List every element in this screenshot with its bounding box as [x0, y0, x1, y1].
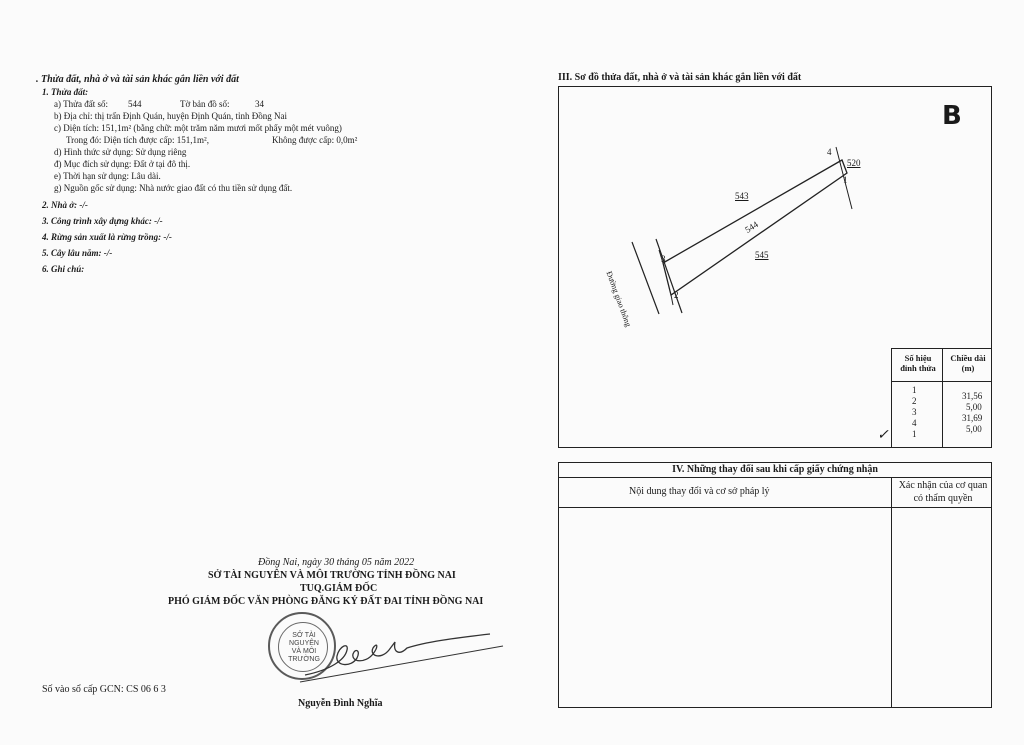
- map-sheet-value: 34: [255, 99, 264, 109]
- changes-title: IV. Những thay đổi sau khi cấp giấy chứng nhận: [559, 463, 991, 478]
- usage-purpose: đ) Mục đích sử dụng: Đất ở tại đô thị.: [54, 159, 191, 169]
- section-title: . Thửa đất, nhà ở và tài sản khác gắn liền với đất: [36, 74, 239, 85]
- north-arrow-icon: B: [942, 101, 962, 131]
- handwritten-mark: ✓: [877, 428, 889, 443]
- usage-origin: g) Nguồn gốc sử dụng: Nhà nước giao đất có thu tiền sử dụng đất.: [54, 183, 293, 193]
- table-cell-length: 5,00: [966, 424, 982, 434]
- area-line: c) Diện tích: 151,1m² (bằng chữ: một trăm năm mươi mốt phẩy một mét vuông): [54, 123, 342, 133]
- parcel-number-label: a) Thửa đất số:: [54, 99, 108, 109]
- edge-length-table: [891, 348, 992, 448]
- signer-name: Nguyễn Đình Nghĩa: [298, 698, 383, 709]
- changes-col-content: Nội dung thay đổi và cơ sở pháp lý: [629, 486, 770, 497]
- map-sheet-label: Tờ bản đồ số:: [180, 99, 230, 109]
- item3: 3. Công trình xây dựng khác: -/-: [42, 216, 163, 226]
- usage-term: e) Thời hạn sử dụng: Lâu dài.: [54, 171, 161, 181]
- handwritten-signature: [285, 620, 515, 695]
- parcel-number-value: 544: [128, 99, 142, 109]
- road-edge-right: [656, 239, 682, 313]
- date-line: Đồng Nai, ngày 30 tháng 05 năm 2022: [258, 557, 415, 568]
- item6: 6. Ghi chú:: [42, 264, 85, 274]
- address-line: b) Địa chỉ: thị trấn Định Quán, huyện Định Quán, tỉnh Đồng Nai: [54, 111, 287, 121]
- point-2: 2: [674, 290, 679, 300]
- registry-number: Số vào sổ cấp GCN: CS 06 6 3: [42, 684, 166, 695]
- point-1: 1: [843, 175, 848, 185]
- table-header-length: Chiều dài (m): [950, 353, 986, 373]
- table-row: 1: [912, 385, 917, 395]
- parcel-label-544: 544: [743, 219, 760, 235]
- signer-position: PHÓ GIÁM ĐỐC VĂN PHÒNG ĐĂNG KÝ ĐẤT ĐAI TỈNH ĐỒNG NAI: [168, 596, 484, 607]
- issuing-org: SỞ TÀI NGUYÊN VÀ MÔI TRƯỜNG TỈNH ĐỒNG NAI: [208, 570, 456, 581]
- item4: 4. Rừng sản xuất là rừng trồng: -/-: [42, 232, 172, 242]
- area-granted: Trong đó: Diện tích được cấp: 151,1m²,: [66, 135, 209, 145]
- neighbor-520: 520: [847, 158, 861, 168]
- item2: 2. Nhà ở: -/-: [42, 200, 88, 210]
- diagram-title: III. Sơ đồ thửa đất, nhà ở và tài sản khác gắn liền với đất: [558, 72, 802, 83]
- table-cell-length: 31,56: [962, 391, 983, 401]
- table-row: 3: [912, 407, 917, 417]
- point-4: 4: [827, 147, 832, 157]
- table-header-vertex: Số hiệu đỉnh thửa: [900, 353, 936, 373]
- item5: 5. Cây lâu năm: -/-: [42, 248, 113, 258]
- changes-col-confirmation: Xác nhận của cơ quan có thẩm quyền: [898, 480, 988, 504]
- road-edge-left: [632, 242, 659, 314]
- area-not-granted: Không được cấp: 0,0m²: [272, 135, 358, 145]
- changes-table: [558, 462, 992, 708]
- tuq-line: TUQ.GIÁM ĐỐC: [300, 583, 378, 594]
- table-row: 1: [912, 429, 917, 439]
- point-3: 3: [661, 254, 666, 264]
- neighbor-543: 543: [735, 191, 749, 201]
- road-label: Đường giao thông: [604, 270, 633, 328]
- table-cell-length: 5,00: [966, 402, 982, 412]
- table-row: 2: [912, 396, 917, 406]
- seal-text: SỞ TÀI NGUYÊN VÀ MÔI TRƯỜNG: [288, 632, 320, 663]
- neighbor-545: 545: [755, 250, 769, 260]
- item1-title: 1. Thửa đất:: [42, 87, 89, 97]
- table-row: 4: [912, 418, 917, 428]
- table-cell-length: 31,69: [962, 413, 983, 423]
- usage-form: d) Hình thức sử dụng: Sử dụng riêng: [54, 147, 187, 157]
